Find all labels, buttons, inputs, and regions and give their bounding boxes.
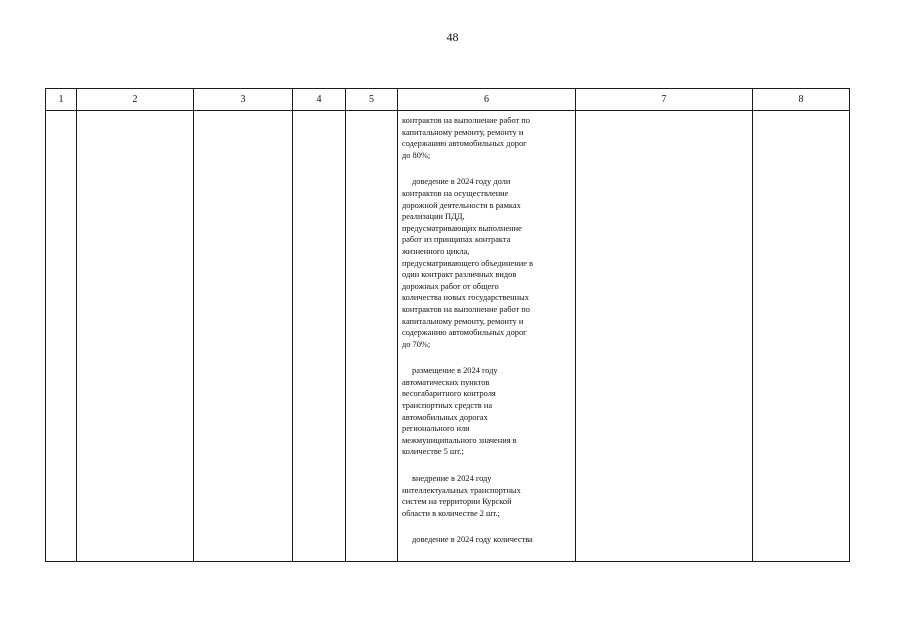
text-line: доведение в 2024 году доли xyxy=(412,177,511,187)
text-paragraph xyxy=(402,115,571,161)
cell-col-1 xyxy=(46,111,77,562)
text-line: весогабаритного контроля xyxy=(402,389,496,399)
text-line: до 70%; xyxy=(402,339,431,349)
text-line: систем на территории Курской xyxy=(402,497,512,507)
text-line: контрактов на выполнение работ по xyxy=(402,304,530,314)
data-table xyxy=(45,88,850,562)
text-line: области в количестве 2 шт.; xyxy=(402,508,500,518)
cell-col-4 xyxy=(293,111,346,562)
text-line: количества новых государственных xyxy=(402,293,529,303)
col-header-6: 6 xyxy=(398,89,576,111)
header-row xyxy=(46,89,850,111)
text-line: до 80%; xyxy=(402,150,431,160)
col-header-1: 1 xyxy=(46,89,77,111)
cell-col-2 xyxy=(77,111,194,562)
text-line: содержанию автомобильных дорог xyxy=(402,328,527,338)
text-line: размещение в 2024 году xyxy=(412,366,498,376)
text-line: регионального или xyxy=(402,424,470,434)
text-line: реализации ПДД, xyxy=(402,212,465,222)
col-header-4: 4 xyxy=(293,89,346,111)
text-line: автомобильных дорогах xyxy=(402,412,488,422)
col-header-8: 8 xyxy=(753,89,850,111)
text-line: предусматривающих выполнение xyxy=(402,223,522,233)
cell-col-5 xyxy=(346,111,398,562)
text-line: контрактов на осуществление xyxy=(402,188,509,198)
text-line: контрактов на выполнение работ по xyxy=(402,116,530,125)
text-line: капитальному ремонту, ремонту и xyxy=(402,127,524,137)
text-line: межмуниципального значения в xyxy=(402,435,517,445)
text-line: один контракт различных видов xyxy=(402,270,517,280)
text-line: дорожных работ от общего xyxy=(402,281,499,291)
col-header-2: 2 xyxy=(77,89,194,111)
cell-col-7 xyxy=(576,111,753,562)
cell-col-6 xyxy=(398,111,576,562)
col-header-3: 3 xyxy=(194,89,293,111)
cell-col-3 xyxy=(194,111,293,562)
text-paragraph xyxy=(402,534,571,546)
text-paragraph xyxy=(402,176,571,350)
text-line: содержанию автомобильных дорог xyxy=(402,139,527,149)
text-line: предусматривающего объединение в xyxy=(402,258,533,268)
text-paragraph xyxy=(402,365,571,458)
page-number: 48 xyxy=(446,30,459,44)
col6-text xyxy=(402,115,571,546)
text-line: работ из принципах контракта xyxy=(402,235,511,245)
text-paragraph xyxy=(402,473,571,519)
cell-col-8 xyxy=(753,111,850,562)
text-line: жизненного цикла, xyxy=(402,246,470,256)
text-line: дорожной деятельности в рамках xyxy=(402,200,521,210)
text-line: внедрение в 2024 году xyxy=(412,474,492,484)
text-line: доведение в 2024 году количества xyxy=(412,535,533,545)
text-line: автоматических пунктов xyxy=(402,377,490,387)
text-line: интеллектуальных транспортных xyxy=(402,485,521,495)
col-header-7: 7 xyxy=(576,89,753,111)
text-line: транспортных средств на xyxy=(402,401,493,411)
table-row xyxy=(46,111,850,562)
text-line: капитальному ремонту, ремонту и xyxy=(402,316,524,326)
col-header-5: 5 xyxy=(346,89,398,111)
text-line: количестве 5 шт.; xyxy=(402,447,464,457)
